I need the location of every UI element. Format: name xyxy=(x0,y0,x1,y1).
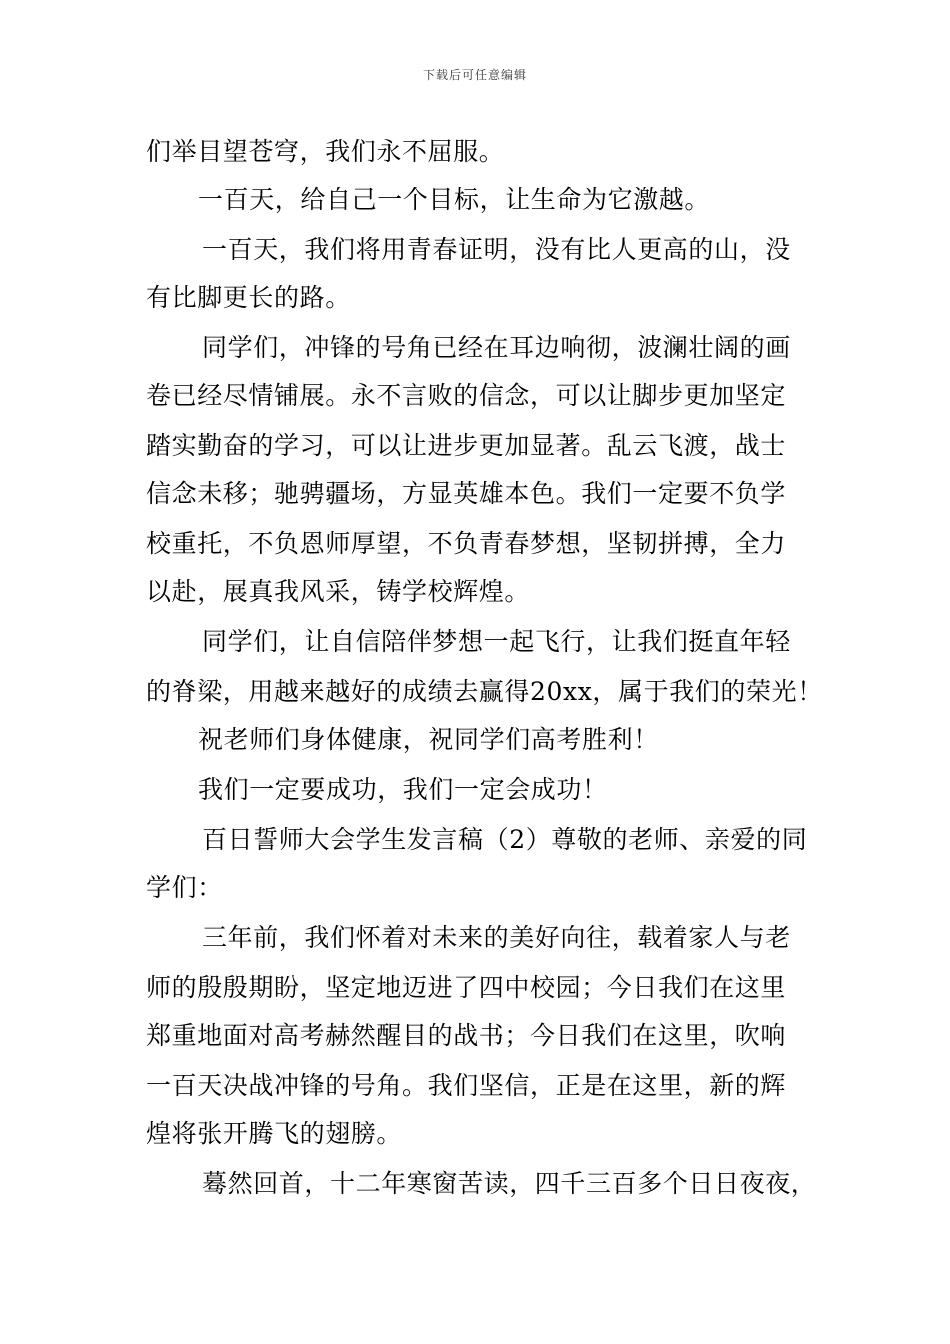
text-line: 同学们，冲锋的号角已经在耳边响彻，波澜壮阔的画 xyxy=(202,333,791,362)
text-line: 们举目望苍穹，我们永不屈服。 xyxy=(146,137,505,166)
page-header: 下载后可任意编辑 xyxy=(422,68,527,82)
text-line: 有比脚更长的路。 xyxy=(146,283,351,312)
text-line: 一百天，我们将用青春证明，没有比人更高的山，没 xyxy=(202,235,791,264)
text-line: 师的殷殷期盼，坚定地迈进了四中校园；今日我们在这里 xyxy=(146,973,787,1002)
text-line: 同学们，让自信陪伴梦想一起飞行，让我们挺直年轻 xyxy=(202,627,791,656)
text-line: 校重托，不负恩师厚望，不负青春梦想，坚韧拼搏，全力 xyxy=(146,529,787,558)
text-line: 一百天决战冲锋的号角。我们坚信，正是在这里，新的辉 xyxy=(146,1071,787,1100)
text-line: 以赴，展真我风采，铸学校辉煌。 xyxy=(146,577,531,606)
text-line: 煌将张开腾飞的翅膀。 xyxy=(146,1119,403,1148)
text-line: 踏实勤奋的学习，可以让进步更加显著。乱云飞渡，战士 xyxy=(146,431,787,460)
text-line: 学们： xyxy=(146,873,223,902)
text-line: 一百天，给自己一个目标，让生命为它激越。 xyxy=(198,185,711,214)
text-line: 郑重地面对高考赫然醒目的战书；今日我们在这里，吹响 xyxy=(146,1021,787,1050)
text-line: 我们一定要成功，我们一定会成功！ xyxy=(198,775,608,804)
text-line: 蓦然回首，十二年寒窗苦读，四千三百多个日日夜夜， xyxy=(202,1169,817,1198)
text-line: 三年前，我们怀着对未来的美好向往，载着家人与老 xyxy=(202,923,791,952)
text-line: 祝老师们身体健康，祝同学们高考胜利！ xyxy=(198,725,659,754)
text-line: 的脊梁，用越来越好的成绩去赢得20xx，属于我们的荣光！ xyxy=(146,677,823,706)
text-line: 卷已经尽情铺展。永不言败的信念，可以让脚步更加坚定 xyxy=(146,381,787,410)
text-line: 百日誓师大会学生发言稿（2）尊敬的老师、亲爱的同 xyxy=(202,825,808,854)
text-line: 信念未移；驰骋疆场，方显英雄本色。我们一定要不负学 xyxy=(146,479,787,508)
